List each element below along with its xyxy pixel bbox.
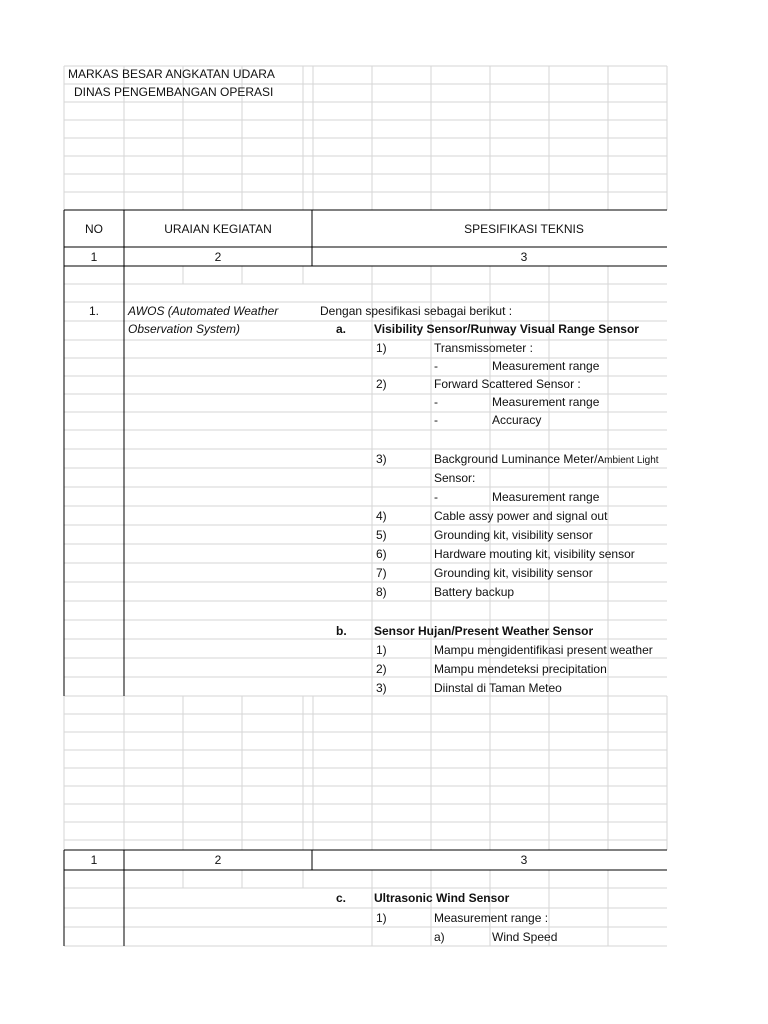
b-item-3: Diinstal di Taman Meteo — [434, 681, 562, 695]
a-num-8: 8) — [376, 585, 387, 599]
item-title-line-2: Observation System) — [128, 322, 241, 336]
a-dash-4: - — [434, 490, 438, 504]
section-a-letter: a. — [336, 322, 347, 336]
b-item-1: Mampu mengidentifikasi present weather — [434, 643, 653, 657]
section-b-title: Sensor Hujan/Present Weather Sensor — [374, 624, 594, 638]
section-b-letter: b. — [336, 624, 347, 638]
a-dash-2: - — [434, 395, 438, 409]
a-cable: Cable assy power and signal out — [434, 509, 608, 523]
col-number-1-repeat: 1 — [90, 853, 98, 867]
a-num-4: 4) — [376, 509, 387, 523]
col-number-1: 1 — [90, 250, 98, 264]
a-forward-scattered: Forward Scattered Sensor : — [434, 377, 581, 391]
a-num-7: 7) — [376, 566, 387, 580]
b-item-2: Mampu mendeteksi precipitation — [434, 662, 607, 676]
c-measurement-range: Measurement range : — [434, 911, 549, 925]
a-battery: Battery backup — [434, 585, 515, 599]
item-number: 1. — [88, 304, 99, 318]
a-num-1: 1) — [376, 341, 387, 355]
col-header-no: NO — [85, 222, 103, 236]
col-header-spesifikasi: SPESIFIKASI TEKNIS — [464, 222, 584, 236]
a-measurement-range-1: Measurement range — [492, 359, 600, 373]
a-background-luminance — [434, 452, 667, 468]
section-a-title: Visibility Sensor/Runway Visual Range Sensor — [374, 322, 639, 336]
a-sensor-word: Sensor: — [434, 471, 476, 485]
c-wind-speed: Wind Speed — [492, 930, 558, 944]
col-header-uraian: URAIAN KEGIATAN — [164, 222, 272, 236]
a-hardware: Hardware mouting kit, visibility sensor — [434, 547, 635, 561]
c-sub-a: a) — [434, 930, 445, 944]
a-transmissometer: Transmissometer : — [434, 341, 533, 355]
a-dash-3: - — [434, 413, 438, 427]
item-title-line-1: AWOS (Automated Weather — [128, 304, 279, 318]
b-num-1: 1) — [376, 643, 387, 657]
b-num-2: 2) — [376, 662, 387, 676]
spec-intro: Dengan spesifikasi sebagai berikut : — [320, 304, 513, 318]
org-line-1: MARKAS BESAR ANGKATAN UDARA — [68, 67, 275, 81]
col-number-3: 3 — [520, 250, 528, 264]
a-dash-1: - — [434, 359, 438, 373]
a-num-6: 6) — [376, 547, 387, 561]
a-grounding-2: Grounding kit, visibility sensor — [434, 566, 593, 580]
col-number-2: 2 — [214, 250, 222, 264]
a-accuracy: Accuracy — [492, 413, 542, 427]
col-number-3-repeat: 3 — [520, 853, 528, 867]
a-num-5: 5) — [376, 528, 387, 542]
section-c-letter: c. — [336, 891, 347, 905]
a-measurement-range-2: Measurement range — [492, 395, 600, 409]
a-num-3: 3) — [376, 452, 387, 466]
a-ambient-light-text: Ambient Light — [597, 455, 659, 466]
a-grounding-1: Grounding kit, visibility sensor — [434, 528, 593, 542]
col-number-2-repeat: 2 — [214, 853, 222, 867]
a-background-luminance-text: Background Luminance Meter/ — [434, 452, 598, 466]
c-num-1: 1) — [376, 911, 387, 925]
org-line-2: DINAS PENGEMBANGAN OPERASI — [74, 85, 274, 99]
a-measurement-range-3: Measurement range — [492, 490, 600, 504]
a-num-2: 2) — [376, 377, 387, 391]
b-num-3: 3) — [376, 681, 387, 695]
section-c-title: Ultrasonic Wind Sensor — [374, 891, 510, 905]
